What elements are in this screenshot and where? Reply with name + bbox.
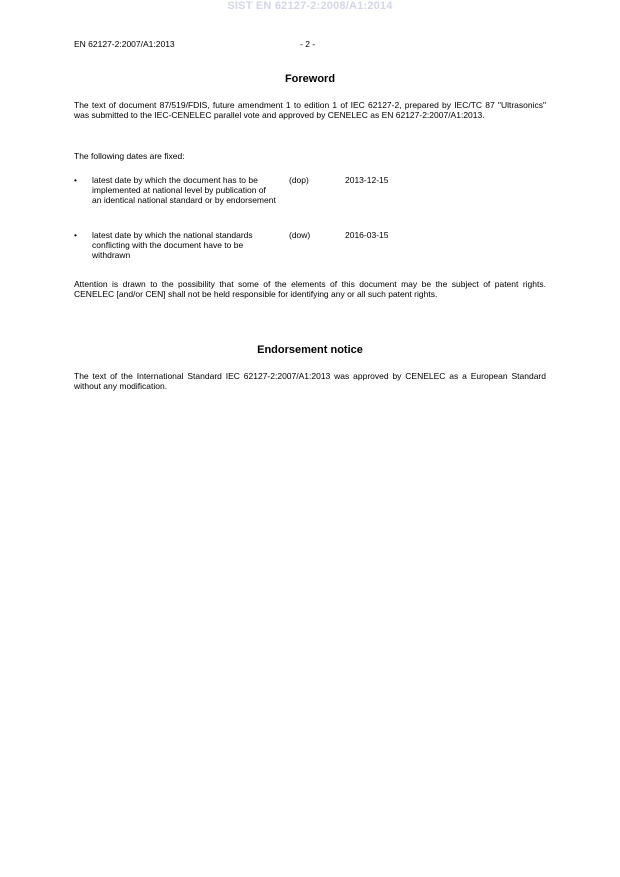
watermark: SIST EN 62127-2:2008/A1:2014 bbox=[227, 0, 393, 12]
date-description: latest date by which the document has to be implemented at national level by publication of an identical national standard or by endorsement bbox=[92, 175, 276, 205]
date-description: latest date by which the national standards conflicting with the document have to be withdrawn bbox=[92, 230, 253, 260]
bullet-icon: • bbox=[74, 175, 77, 185]
foreword-heading: Foreword bbox=[284, 73, 336, 85]
date-code: (dow) bbox=[289, 230, 311, 240]
date-value: 2016-03-15 bbox=[345, 230, 389, 240]
endorsement-heading: Endorsement notice bbox=[257, 344, 363, 356]
foreword-intro: The text of document 87/519/FDIS, future amendment 1 to edition 1 of IEC 62127-2, prepared by IEC/TC 87 "Ultrasonics" was submitted to the IEC-CENELEC parallel vote and approved by CENELEC as EN 62127-2:2007/A1:2013. bbox=[74, 100, 546, 120]
date-value: 2013-12-15 bbox=[345, 175, 389, 185]
bullet-icon: • bbox=[74, 230, 77, 240]
document-id: EN 62127-2:2007/A1:2013 bbox=[74, 39, 175, 49]
endorsement-text: The text of the International Standard IEC 62127-2:2007/A1:2013 was approved by CENELEC as a European Standard without any modification. bbox=[74, 371, 546, 391]
date-code: (dop) bbox=[289, 175, 309, 185]
dates-intro: The following dates are fixed: bbox=[74, 151, 185, 161]
attention-paragraph: Attention is drawn to the possibility that some of the elements of this document may be the subject of patent rights. CENELEC [and/or CEN] shall not be held responsible for identifying any or all such patent rights. bbox=[74, 279, 546, 299]
page-number: - 2 - bbox=[300, 39, 316, 49]
